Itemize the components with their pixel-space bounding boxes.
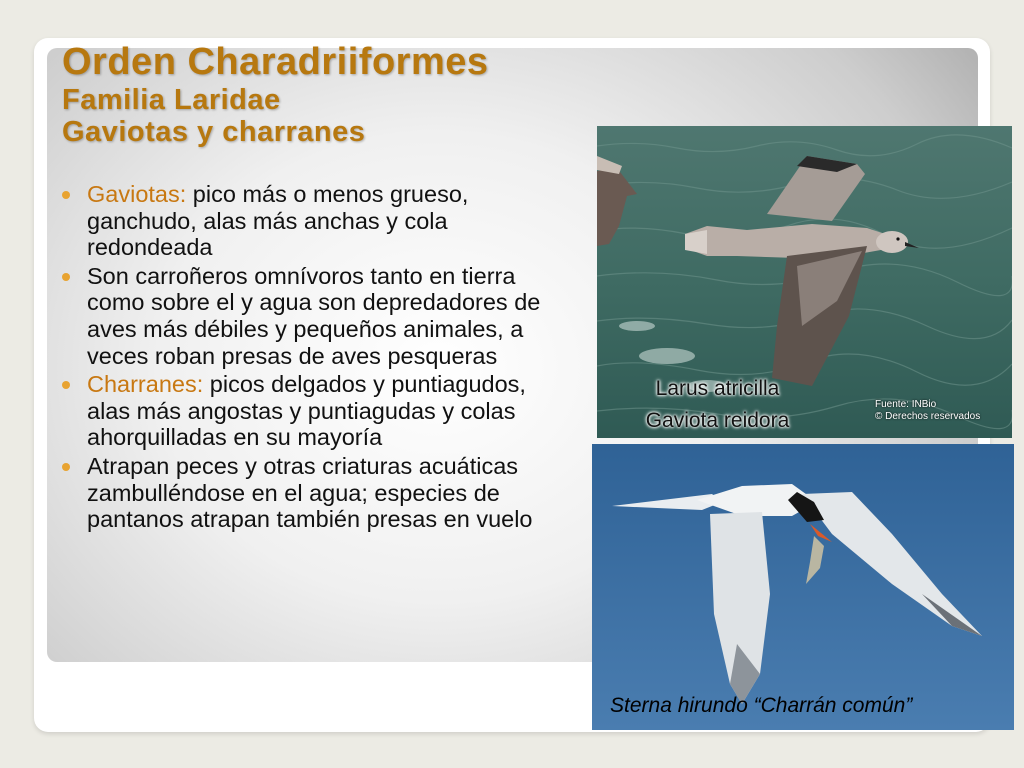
tern-caption bbox=[610, 694, 912, 718]
bullet-icon bbox=[62, 273, 70, 281]
bullet-icon bbox=[62, 191, 70, 199]
bullet-lead: Gaviotas: bbox=[87, 181, 187, 207]
slide-title: Orden Charadriiformes bbox=[62, 41, 489, 83]
tern-photo bbox=[592, 444, 1014, 730]
tern-common-name-caption: “Charrán común” bbox=[753, 694, 913, 717]
bullet-item bbox=[62, 181, 567, 261]
slide-subtitle-group: Gaviotas y charranes bbox=[62, 116, 366, 148]
bullet-item bbox=[62, 453, 567, 533]
bullet-icon bbox=[62, 381, 70, 389]
bullet-text: picos delgados y puntiagudos, alas más angostas y puntiagudas y colas ahorquilladas en su mayoría bbox=[87, 371, 526, 451]
bullet-icon bbox=[62, 463, 70, 471]
bullet-item bbox=[62, 371, 567, 451]
photo-rights-text: © Derechos reservados bbox=[875, 411, 981, 422]
title-block bbox=[62, 40, 489, 148]
bullet-lead: Charranes: bbox=[87, 371, 204, 398]
photo-source-text: Fuente: INBio bbox=[875, 399, 937, 410]
bullet-list bbox=[62, 181, 567, 535]
gull-common-name-caption: Gaviota reidora bbox=[645, 409, 790, 432]
bullet-item bbox=[62, 263, 567, 369]
tern-species-caption: Sterna hirundo bbox=[610, 694, 748, 717]
bullet-text: Atrapan peces y otras criaturas acuáticas zambulléndose en el agua; especies de pantanos atrapan también presas en vuelo bbox=[87, 452, 533, 533]
slide-subtitle-family: Familia Laridae bbox=[62, 84, 281, 116]
bullet-text: pico más o menos grueso, ganchudo, alas más anchas y cola redondeada bbox=[87, 181, 469, 261]
gull-species-caption: Larus atricilla bbox=[655, 377, 780, 400]
bullet-text: Son carroñeros omnívoros tanto en tierra como sobre el y agua son depredadores de aves más débiles y pequeños animales, a veces roban presas de aves pesqueras bbox=[87, 262, 541, 369]
